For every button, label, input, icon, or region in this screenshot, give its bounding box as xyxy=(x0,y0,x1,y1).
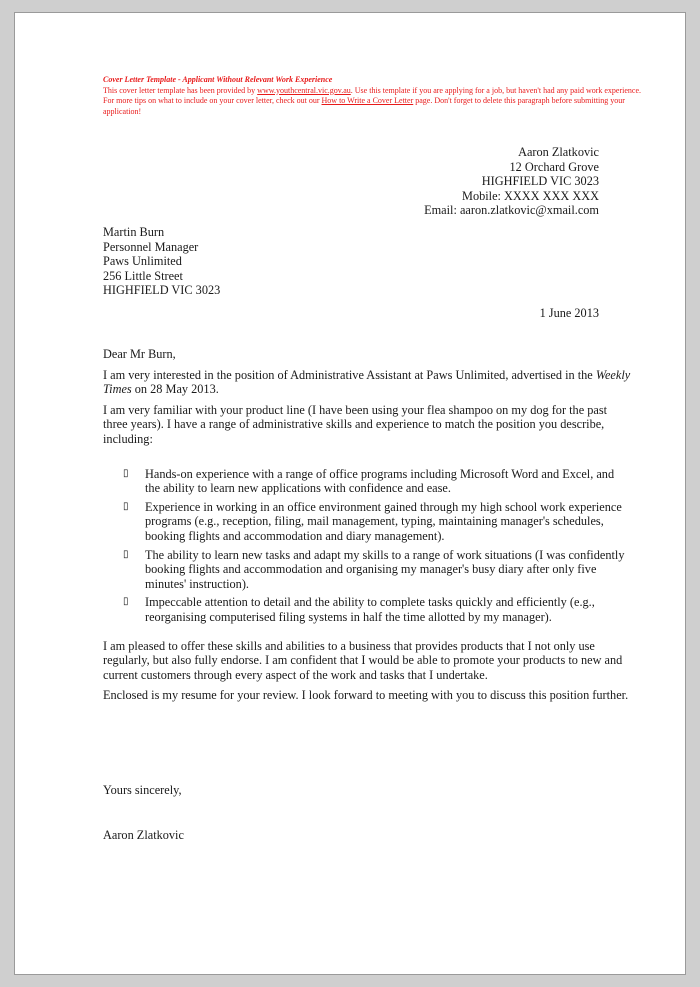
list-item xyxy=(103,595,631,624)
letter-page xyxy=(14,12,686,975)
note-title: Cover Letter Template - Applicant Without Relevant Work Experience xyxy=(103,75,333,84)
note-text-a: This cover letter template has been provided by xyxy=(103,85,258,95)
sender-email: Email: aaron.zlatkovic@xmail.com xyxy=(424,203,599,218)
sender-name: Aaron Zlatkovic xyxy=(518,145,599,159)
bullet-icon: ▯ xyxy=(123,596,129,608)
recipient-address-block xyxy=(103,225,220,298)
signature-name: Aaron Zlatkovic xyxy=(103,828,184,842)
list-item-text: Experience in working in an office environment gained through my high school work experience programs (e.g., reception, filing, mail management, typing, maintaining manager's schedules, booking flights and accommodation and diary management). xyxy=(145,499,622,543)
youthcentral-link[interactable]: www.youthcentral.vic.gov.au xyxy=(257,85,351,95)
note-text-b: . Use this template if you are applying for a job, but haven't had any paid work experience. For more tips on what to include on your cover letter, check out our xyxy=(103,85,642,105)
recipient-company: Paws Unlimited xyxy=(103,254,182,269)
template-instructions-note xyxy=(103,75,643,117)
recipient-title: Personnel Manager xyxy=(103,239,199,254)
paragraph-1-text-a: I am very interested in the position of Administrative Assistant at Paws Unlimited, advertised in the xyxy=(103,367,596,382)
paragraph-4: Enclosed is my resume for your review. I look forward to meeting with you to discuss this position further. xyxy=(103,688,629,703)
letter-body xyxy=(103,347,631,709)
paragraph-2: I am very familiar with your product line (I have been using your flea shampoo on my dog for the past three years). I have a range of administrative skills and experience to match the position you describe, including: xyxy=(103,402,608,446)
list-item-text: Hands-on experience with a range of office programs including Microsoft Word and Excel, and the ability to learn new applications with confidence and ease. xyxy=(145,466,615,496)
paragraph-3: I am pleased to offer these skills and abilities to a business that provides products that I not only use regularly, but also fully endorse. I am confident that I would be able to promote your products to new and current customers through every aspect of the work and tasks that I undertake. xyxy=(103,638,623,682)
bullet-icon: ▯ xyxy=(123,467,129,479)
paragraph-1-text-b: on 28 May 2013. xyxy=(131,382,219,397)
list-item xyxy=(103,548,631,592)
skills-list xyxy=(103,467,631,625)
how-to-write-cover-letter-link[interactable]: How to Write a Cover Letter xyxy=(321,96,414,105)
bullet-icon: ▯ xyxy=(123,500,129,512)
recipient-suburb: HIGHFIELD VIC 3023 xyxy=(103,283,221,298)
letter-date: 1 June 2013 xyxy=(539,306,599,320)
list-item xyxy=(103,467,631,496)
publication-name: Weekly Times xyxy=(103,367,631,397)
sender-suburb: HIGHFIELD VIC 3023 xyxy=(481,174,599,189)
list-item-text: Impeccable attention to detail and the ability to complete tasks quickly and efficiently (e.g., reorganising computerised filing systems in half the time allotted by my manager). xyxy=(145,595,595,624)
list-item-text: The ability to learn new tasks and adapt my skills to a range of work situations (I was confidently booking flights and accommodation and organising my manager's busy diary after only five minutes' instruction). xyxy=(145,547,625,591)
recipient-street: 256 Little Street xyxy=(103,268,183,283)
sender-mobile: Mobile: XXXX XXX XXX xyxy=(462,188,599,203)
bullet-icon: ▯ xyxy=(123,548,129,560)
closing: Yours sincerely, xyxy=(103,783,182,797)
list-item xyxy=(103,500,631,544)
note-text-c: page. Don't forget to delete this paragraph before submitting your application! xyxy=(103,96,625,116)
note-body xyxy=(103,86,643,118)
sender-street: 12 Orchard Grove xyxy=(509,159,599,174)
sender-address-block xyxy=(424,145,599,218)
recipient-name: Martin Burn xyxy=(103,225,165,239)
salutation: Dear Mr Burn, xyxy=(103,347,176,361)
paragraph-1 xyxy=(103,368,631,397)
